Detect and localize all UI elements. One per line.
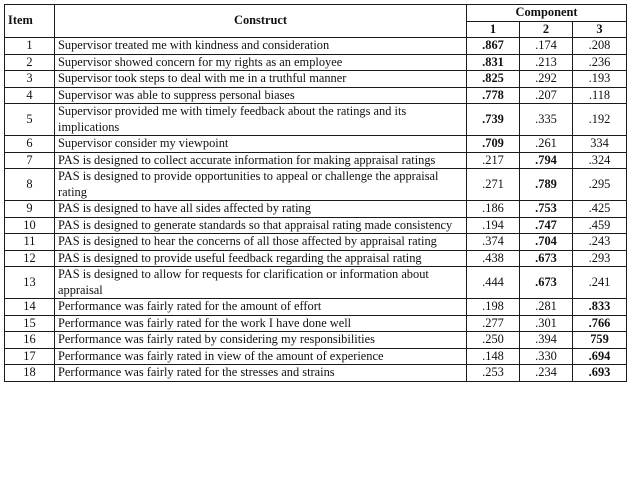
table-row [5, 299, 627, 316]
component-3-cell: .694 [573, 348, 627, 365]
table-row [5, 71, 627, 88]
construct-cell: PAS is designed to generate standards so that appraisal rating made consistency [55, 217, 467, 234]
table-row [5, 250, 627, 267]
table-row [5, 54, 627, 71]
component-2-cell: .794 [520, 152, 573, 169]
component-3-cell: .425 [573, 201, 627, 218]
component-1-cell: .374 [467, 234, 520, 251]
item-cell: 2 [5, 54, 55, 71]
component-3-cell: .766 [573, 315, 627, 332]
component-2-header: 2 [520, 21, 573, 38]
item-cell: 13 [5, 267, 55, 299]
construct-cell: PAS is designed to provide opportunities to appeal or challenge the appraisal rating [55, 169, 467, 201]
item-cell: 14 [5, 299, 55, 316]
item-cell: 16 [5, 332, 55, 349]
component-3-cell: .243 [573, 234, 627, 251]
component-1-header: 1 [467, 21, 520, 38]
table-row [5, 169, 627, 201]
component-2-cell: .213 [520, 54, 573, 71]
component-3-cell: .295 [573, 169, 627, 201]
component-3-cell: .208 [573, 38, 627, 55]
component-1-cell: .709 [467, 136, 520, 153]
table-row [5, 87, 627, 104]
component-3-header: 3 [573, 21, 627, 38]
component-1-cell: .186 [467, 201, 520, 218]
construct-cell: PAS is designed to have all sides affected by rating [55, 201, 467, 218]
item-cell: 5 [5, 104, 55, 136]
component-3-cell: .241 [573, 267, 627, 299]
table-row [5, 348, 627, 365]
component-3-cell: .833 [573, 299, 627, 316]
construct-cell: Supervisor provided me with timely feedback about the ratings and its implications [55, 104, 467, 136]
item-cell: 6 [5, 136, 55, 153]
construct-cell: Performance was fairly rated for the work I have done well [55, 315, 467, 332]
component-3-cell: .236 [573, 54, 627, 71]
component-2-cell: .330 [520, 348, 573, 365]
construct-cell: Supervisor was able to suppress personal biases [55, 87, 467, 104]
header-row-1 [5, 5, 627, 22]
item-cell: 9 [5, 201, 55, 218]
construct-cell: Supervisor took steps to deal with me in a truthful manner [55, 71, 467, 88]
component-1-cell: .778 [467, 87, 520, 104]
component-1-cell: .217 [467, 152, 520, 169]
component-1-cell: .831 [467, 54, 520, 71]
table-row [5, 365, 627, 382]
item-cell: 3 [5, 71, 55, 88]
component-1-cell: .250 [467, 332, 520, 349]
component-3-cell: .193 [573, 71, 627, 88]
component-1-cell: .444 [467, 267, 520, 299]
table-row [5, 217, 627, 234]
table-row [5, 332, 627, 349]
component-2-cell: .281 [520, 299, 573, 316]
component-1-cell: .198 [467, 299, 520, 316]
component-3-cell: .293 [573, 250, 627, 267]
table-row [5, 234, 627, 251]
component-3-cell: .324 [573, 152, 627, 169]
component-3-cell: .118 [573, 87, 627, 104]
item-cell: 1 [5, 38, 55, 55]
construct-cell: PAS is designed to provide useful feedback regarding the appraisal rating [55, 250, 467, 267]
table-row [5, 201, 627, 218]
item-cell: 18 [5, 365, 55, 382]
construct-cell: PAS is designed to collect accurate information for making appraisal ratings [55, 152, 467, 169]
table-row [5, 315, 627, 332]
construct-cell: Performance was fairly rated for the amount of effort [55, 299, 467, 316]
component-2-cell: .207 [520, 87, 573, 104]
table-row [5, 38, 627, 55]
item-cell: 15 [5, 315, 55, 332]
table-row [5, 136, 627, 153]
component-1-cell: .271 [467, 169, 520, 201]
construct-cell: Supervisor treated me with kindness and consideration [55, 38, 467, 55]
construct-cell: Performance was fairly rated for the stresses and strains [55, 365, 467, 382]
construct-cell: Supervisor showed concern for my rights as an employee [55, 54, 467, 71]
item-cell: 17 [5, 348, 55, 365]
component-3-cell: .459 [573, 217, 627, 234]
factor-loading-table-container [4, 4, 627, 382]
component-1-cell: .867 [467, 38, 520, 55]
component-2-cell: .301 [520, 315, 573, 332]
component-3-cell: .192 [573, 104, 627, 136]
construct-cell: Performance was fairly rated by considering my responsibilities [55, 332, 467, 349]
item-cell: 12 [5, 250, 55, 267]
factor-loading-table [4, 4, 627, 382]
component-2-cell: .234 [520, 365, 573, 382]
component-2-cell: .789 [520, 169, 573, 201]
component-1-cell: .825 [467, 71, 520, 88]
component-2-cell: .747 [520, 217, 573, 234]
table-row [5, 104, 627, 136]
component-1-cell: .277 [467, 315, 520, 332]
table-row [5, 152, 627, 169]
component-2-cell: .394 [520, 332, 573, 349]
table-body [5, 38, 627, 382]
component-2-cell: .174 [520, 38, 573, 55]
construct-cell: Supervisor consider my viewpoint [55, 136, 467, 153]
component-header: Component [467, 5, 627, 22]
component-1-cell: .438 [467, 250, 520, 267]
item-header: Item [5, 5, 55, 38]
component-2-cell: .753 [520, 201, 573, 218]
component-3-cell: 334 [573, 136, 627, 153]
construct-cell: PAS is designed to allow for requests for clarification or information about appraisal [55, 267, 467, 299]
component-1-cell: .148 [467, 348, 520, 365]
item-cell: 11 [5, 234, 55, 251]
item-cell: 10 [5, 217, 55, 234]
component-2-cell: .673 [520, 250, 573, 267]
component-1-cell: .739 [467, 104, 520, 136]
construct-header: Construct [55, 5, 467, 38]
component-3-cell: .693 [573, 365, 627, 382]
item-cell: 4 [5, 87, 55, 104]
item-cell: 8 [5, 169, 55, 201]
component-1-cell: .253 [467, 365, 520, 382]
table-row [5, 267, 627, 299]
component-2-cell: .292 [520, 71, 573, 88]
component-1-cell: .194 [467, 217, 520, 234]
component-3-cell: 759 [573, 332, 627, 349]
component-2-cell: .673 [520, 267, 573, 299]
component-2-cell: .704 [520, 234, 573, 251]
component-2-cell: .335 [520, 104, 573, 136]
item-cell: 7 [5, 152, 55, 169]
component-2-cell: .261 [520, 136, 573, 153]
construct-cell: Performance was fairly rated in view of the amount of experience [55, 348, 467, 365]
construct-cell: PAS is designed to hear the concerns of all those affected by appraisal rating [55, 234, 467, 251]
